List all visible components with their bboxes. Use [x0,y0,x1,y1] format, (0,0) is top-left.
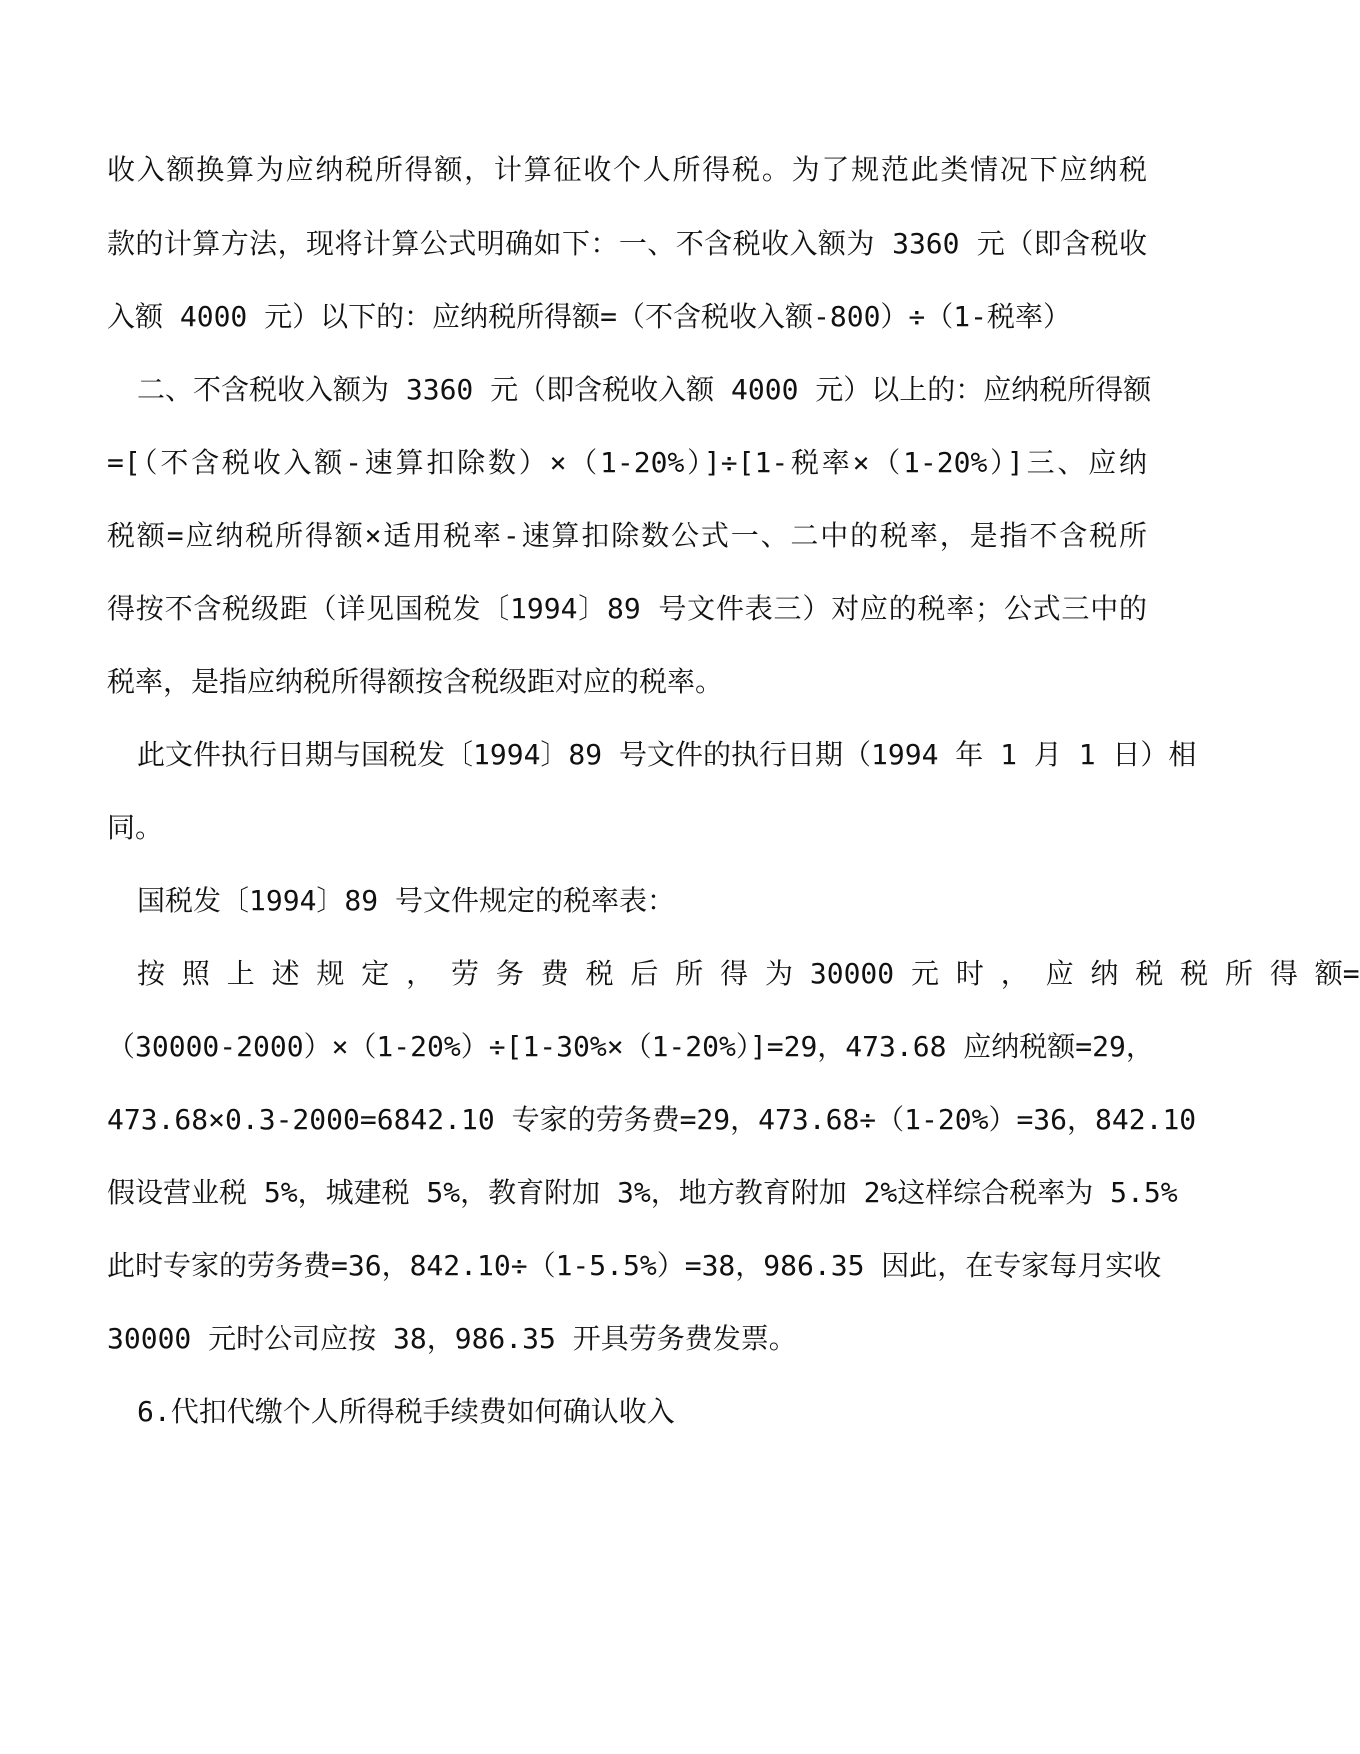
text-line: 收入额换算为应纳税所得额，计算征收个人所得税。为了规范此类情况下应纳税 [107,153,1147,186]
text-line: 假设营业税 5%，城建税 5%，教育附加 3%，地方教育附加 2%这样综合税率为 5.5% [107,1176,1178,1209]
section-heading: 6.代扣代缴个人所得税手续费如何确认收入 [137,1395,675,1428]
text-line: 按 照 上 述 规 定 ， 劳 务 费 税 后 所 得 为 30000 元 时 ， 应 纳 税 税 所 得 额= [137,957,1360,990]
text-line: 此时专家的劳务费=36，842.10÷（1-5.5%）=38，986.35 因此，在专家每月实收 [107,1249,1162,1282]
text-line: 30000 元时公司应按 38，986.35 开具劳务费发票。 [107,1322,797,1355]
text-line: （30000-2000）×（1-20%）÷[1-30%×（1-20%）]=29，473.68 应纳税额=29， [107,1030,1154,1063]
text-line: 473.68×0.3-2000=6842.10 专家的劳务费=29，473.68÷（1-20%）=36，842.10 [107,1103,1197,1136]
text-line: 税额=应纳税所得额×适用税率-速算扣除数公式一、二中的税率，是指不含税所 [107,519,1147,552]
text-line: 款的计算方法，现将计算公式明确如下：一、不含税收入额为 3360 元（即含税收 [107,227,1147,260]
text-line: 二、不含税收入额为 3360 元（即含税收入额 4000 元）以上的：应纳税所得额 [137,373,1152,406]
text-line: 得按不含税级距（详见国税发〔1994〕89 号文件表三）对应的税率；公式三中的 [107,592,1147,625]
text-line: 同。 [107,811,164,844]
text-line: 税率，是指应纳税所得额按含税级距对应的税率。 [107,665,724,698]
text-line: =[（不含税收入额-速算扣除数）×（1-20%）]÷[1-税率×（1-20%）]三、应纳 [107,446,1147,479]
text-line: 入额 4000 元）以下的：应纳税所得额=（不含税收入额-800）÷（1-税率） [107,300,1072,333]
text-line: 国税发〔1994〕89 号文件规定的税率表： [137,884,676,917]
text-line: 此文件执行日期与国税发〔1994〕89 号文件的执行日期（1994 年 1 月 1 日）相 [137,738,1197,771]
